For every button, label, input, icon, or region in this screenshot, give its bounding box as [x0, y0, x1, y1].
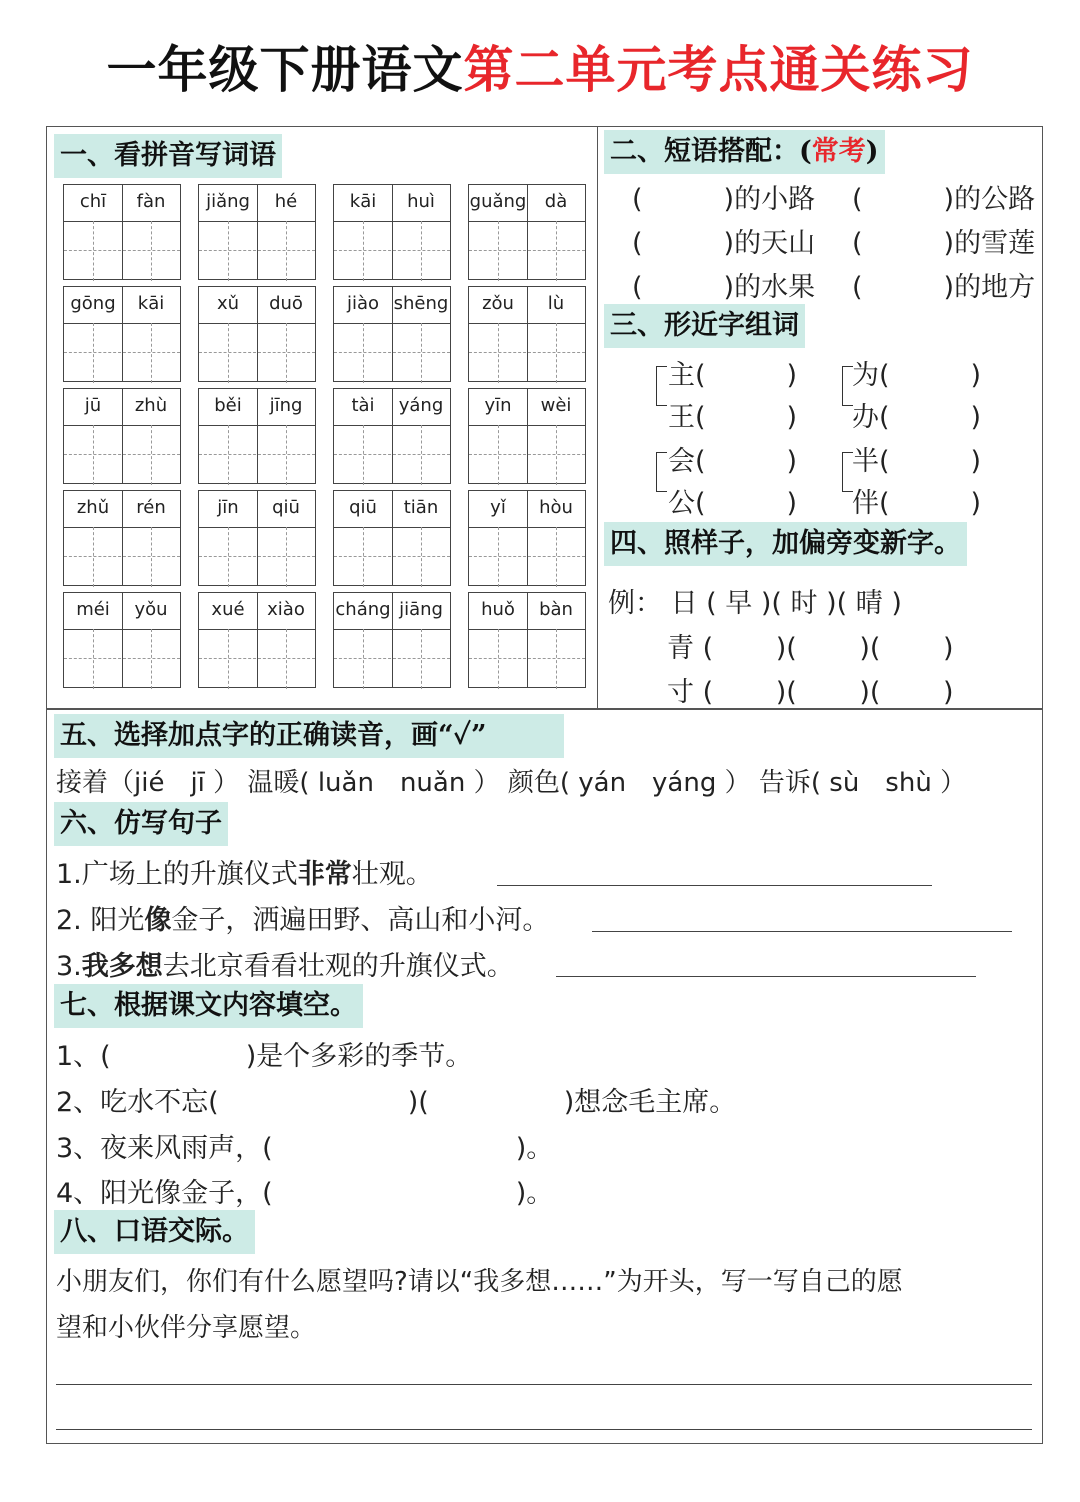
- pinyin-syllable: méi: [76, 599, 110, 620]
- column-divider: [597, 126, 598, 710]
- grid-line: [64, 425, 180, 426]
- pinyin-word-box: [333, 286, 451, 382]
- pinyin-syllable: běi: [214, 395, 242, 416]
- pinyin-syllable: huǒ: [481, 599, 515, 620]
- pinyin-syllable: xiào: [267, 599, 305, 620]
- grid-guide-line: [228, 527, 229, 587]
- imitate-sentence-2: [56, 898, 549, 937]
- group-bracket: [656, 366, 667, 406]
- imitate-sentence-1: [56, 852, 433, 891]
- pinyin-syllable: jiāng: [399, 599, 443, 620]
- grid-line: [64, 629, 180, 630]
- grid-line: [122, 185, 123, 279]
- grid-line: [469, 221, 585, 222]
- pinyin-word-box: [63, 490, 181, 586]
- grid-line: [257, 593, 258, 687]
- grid-line: [122, 287, 123, 381]
- pinyin-word-box: [198, 592, 316, 688]
- pinyin-word-box: [333, 388, 451, 484]
- grid-guide-line: [286, 629, 287, 689]
- grid-line: [334, 629, 450, 630]
- grid-guide-line: [64, 556, 180, 557]
- pronunciation-choices: 接着（jié jī ） 温暖( luǎn nuǎn ） 颜色( yán yáng ） 告诉( sù shù ）: [56, 768, 967, 798]
- grid-guide-line: [469, 556, 585, 557]
- grid-guide-line: [151, 629, 152, 689]
- pinyin-word-box: [198, 286, 316, 382]
- section2-header-tag: 常考: [811, 136, 866, 167]
- similar-char-item: 办( ): [852, 402, 982, 433]
- grid-guide-line: [199, 658, 315, 659]
- similar-char-item: 王( ): [668, 402, 798, 433]
- section8-header: 八、口语交际。: [54, 1210, 255, 1254]
- pinyin-syllable: jū: [84, 395, 102, 416]
- grid-line: [392, 185, 393, 279]
- pinyin-syllable: hòu: [539, 497, 573, 518]
- radical-item: 青 ( )( )( ): [667, 633, 954, 664]
- page-title: [0, 30, 1080, 102]
- grid-guide-line: [334, 658, 450, 659]
- pinyin-syllable: jiǎng: [206, 191, 250, 212]
- grid-line: [334, 425, 450, 426]
- pinyin-word-box: [468, 592, 586, 688]
- grid-line: [122, 593, 123, 687]
- sentence-text: 2. 阳光: [56, 905, 145, 936]
- grid-line: [257, 491, 258, 585]
- imitate-sentence-3: [56, 944, 514, 983]
- grid-guide-line: [556, 323, 557, 383]
- pinyin-syllable: zǒu: [482, 293, 514, 314]
- pinyin-syllable: chī: [79, 191, 107, 212]
- grid-line: [469, 629, 585, 630]
- grid-guide-line: [469, 454, 585, 455]
- section2-header: [604, 130, 885, 174]
- grid-guide-line: [498, 221, 499, 281]
- pinyin-syllable: tiān: [403, 497, 439, 518]
- section2-header-text: 二、短语搭配：(: [610, 136, 812, 167]
- pinyin-syllable: rén: [136, 497, 166, 518]
- grid-guide-line: [421, 629, 422, 689]
- grid-line: [199, 425, 315, 426]
- grid-guide-line: [498, 323, 499, 383]
- pinyin-syllable: bàn: [539, 599, 573, 620]
- answer-line: [497, 885, 932, 886]
- grid-guide-line: [556, 425, 557, 485]
- writing-line: [56, 1384, 1032, 1385]
- grid-guide-line: [421, 323, 422, 383]
- grid-guide-line: [334, 556, 450, 557]
- pinyin-syllable: hé: [274, 191, 298, 212]
- pinyin-word-box: [468, 388, 586, 484]
- grid-guide-line: [93, 629, 94, 689]
- fill-blank-item: 3、夜来风雨声，( )。: [56, 1133, 554, 1164]
- pinyin-syllable: jīn: [217, 497, 239, 518]
- pinyin-syllable: gōng: [70, 293, 116, 314]
- phrase-item: ( )的地方: [852, 272, 1036, 303]
- pinyin-syllable: zhǔ: [76, 497, 110, 518]
- similar-char-item: 半( ): [852, 446, 982, 477]
- grid-guide-line: [228, 221, 229, 281]
- grid-guide-line: [334, 352, 450, 353]
- grid-guide-line: [286, 425, 287, 485]
- grid-guide-line: [286, 323, 287, 383]
- grid-guide-line: [151, 425, 152, 485]
- pinyin-syllable: lù: [547, 293, 565, 314]
- grid-guide-line: [469, 658, 585, 659]
- grid-line: [334, 323, 450, 324]
- answer-line: [592, 931, 1012, 932]
- similar-char-item: 会( ): [668, 446, 798, 477]
- sentence-text: 金子，洒遍田野、高山和小河。: [171, 905, 550, 936]
- pinyin-syllable: huì: [407, 191, 435, 212]
- pinyin-word-box: [468, 490, 586, 586]
- speaking-prompt-line1: 小朋友们，你们有什么愿望吗?请以“我多想……”为开头，写一写自己的愿: [56, 1267, 903, 1297]
- grid-guide-line: [363, 425, 364, 485]
- grid-guide-line: [93, 221, 94, 281]
- pinyin-syllable: jiào: [346, 293, 380, 314]
- grid-guide-line: [556, 629, 557, 689]
- pinyin-syllable: tài: [351, 395, 375, 416]
- grid-guide-line: [64, 454, 180, 455]
- grid-guide-line: [556, 221, 557, 281]
- grid-guide-line: [199, 352, 315, 353]
- grid-line: [469, 527, 585, 528]
- pinyin-syllable: xué: [211, 599, 245, 620]
- title-highlight: 第二单元考点通关练习: [463, 40, 974, 99]
- pinyin-syllable: fàn: [136, 191, 166, 212]
- grid-line: [392, 593, 393, 687]
- grid-line: [199, 527, 315, 528]
- pinyin-word-box: [63, 592, 181, 688]
- grid-guide-line: [421, 527, 422, 587]
- grid-guide-line: [286, 527, 287, 587]
- section3-header: 三、形近字组词: [604, 304, 805, 348]
- grid-line: [334, 527, 450, 528]
- sentence-key: 非常: [297, 859, 352, 890]
- pinyin-word-box: [63, 388, 181, 484]
- grid-guide-line: [64, 352, 180, 353]
- grid-line: [257, 287, 258, 381]
- grid-guide-line: [469, 352, 585, 353]
- grid-guide-line: [286, 221, 287, 281]
- pinyin-syllable: guǎng: [469, 191, 527, 212]
- pinyin-syllable: yǒu: [134, 599, 168, 620]
- section7-header: 七、根据课文内容填空。: [54, 984, 363, 1028]
- grid-line: [527, 593, 528, 687]
- similar-char-item: 公( ): [668, 488, 798, 519]
- grid-guide-line: [363, 527, 364, 587]
- grid-line: [64, 527, 180, 528]
- title-main: 一年级下册语文: [106, 40, 464, 99]
- pinyin-word-box: [63, 184, 181, 280]
- grid-guide-line: [228, 425, 229, 485]
- section4-header: 四、照样子，加偏旁变新字。: [604, 522, 967, 566]
- grid-guide-line: [498, 425, 499, 485]
- grid-line: [199, 221, 315, 222]
- section1-header: 一、看拼音写词语: [54, 134, 282, 178]
- grid-guide-line: [199, 250, 315, 251]
- pinyin-word-box: [468, 184, 586, 280]
- group-bracket: [656, 452, 667, 492]
- pinyin-syllable: wèi: [540, 395, 572, 416]
- pinyin-word-box: [333, 592, 451, 688]
- grid-line: [199, 323, 315, 324]
- pinyin-syllable: duō: [269, 293, 303, 314]
- similar-char-item: 为( ): [852, 360, 982, 391]
- similar-char-item: 伴( ): [852, 488, 982, 519]
- pinyin-word-box: [468, 286, 586, 382]
- pinyin-syllable: kāi: [137, 293, 165, 314]
- phrase-item: ( )的公路: [852, 184, 1036, 215]
- pinyin-syllable: qiū: [349, 497, 377, 518]
- grid-guide-line: [151, 221, 152, 281]
- grid-line: [122, 491, 123, 585]
- phrase-item: ( )的水果: [632, 272, 816, 303]
- speaking-prompt-line2: 望和小伙伴分享愿望。: [56, 1313, 317, 1343]
- grid-line: [257, 389, 258, 483]
- grid-line: [199, 629, 315, 630]
- grid-guide-line: [469, 250, 585, 251]
- pinyin-word-box: [333, 490, 451, 586]
- radical-item: 寸 ( )( )( ): [667, 677, 954, 708]
- sentence-key: 我多想: [81, 951, 163, 982]
- pinyin-syllable: zhù: [134, 395, 168, 416]
- grid-guide-line: [498, 629, 499, 689]
- grid-line: [392, 389, 393, 483]
- pinyin-syllable: jīng: [269, 395, 303, 416]
- grid-guide-line: [363, 323, 364, 383]
- pinyin-syllable: dà: [544, 191, 568, 212]
- pinyin-syllable: qiū: [272, 497, 300, 518]
- pinyin-word-box: [63, 286, 181, 382]
- grid-line: [527, 491, 528, 585]
- grid-guide-line: [334, 454, 450, 455]
- grid-guide-line: [64, 250, 180, 251]
- sentence-text: 1.广场上的升旗仪式: [56, 859, 298, 890]
- section5-header: 五、选择加点字的正确读音，画“✓”: [54, 714, 564, 758]
- fill-blank-item: 1、( )是个多彩的季节。: [56, 1041, 473, 1072]
- grid-guide-line: [64, 658, 180, 659]
- fill-blank-item: 2、吃水不忘( )( )想念毛主席。: [56, 1087, 737, 1118]
- similar-char-item: 主( ): [668, 360, 798, 391]
- grid-guide-line: [421, 425, 422, 485]
- grid-guide-line: [363, 629, 364, 689]
- grid-guide-line: [228, 323, 229, 383]
- grid-guide-line: [151, 527, 152, 587]
- grid-line: [64, 221, 180, 222]
- grid-line: [334, 221, 450, 222]
- grid-guide-line: [363, 221, 364, 281]
- phrase-item: ( )的天山: [632, 228, 816, 259]
- pinyin-syllable: yǐ: [490, 497, 506, 518]
- grid-line: [527, 185, 528, 279]
- grid-guide-line: [199, 556, 315, 557]
- pinyin-word-box: [333, 184, 451, 280]
- grid-guide-line: [421, 221, 422, 281]
- grid-line: [122, 389, 123, 483]
- grid-guide-line: [199, 454, 315, 455]
- pinyin-syllable: xǔ: [216, 293, 240, 314]
- grid-line: [392, 491, 393, 585]
- pinyin-word-box: [198, 184, 316, 280]
- section2-header-end: ): [865, 136, 879, 167]
- sentence-text: 壮观。: [351, 859, 433, 890]
- grid-line: [527, 389, 528, 483]
- fill-blank-item: 4、阳光像金子，( )。: [56, 1178, 554, 1209]
- pinyin-word-box: [198, 388, 316, 484]
- answer-line: [556, 976, 976, 977]
- pinyin-syllable: shēng: [393, 293, 449, 314]
- grid-guide-line: [334, 250, 450, 251]
- sentence-key: 像: [144, 905, 172, 936]
- pinyin-word-box: [198, 490, 316, 586]
- grid-line: [469, 425, 585, 426]
- grid-guide-line: [93, 323, 94, 383]
- grid-guide-line: [93, 527, 94, 587]
- phrase-item: ( )的小路: [632, 184, 816, 215]
- grid-line: [527, 287, 528, 381]
- grid-line: [257, 185, 258, 279]
- radical-example: 例： 日 ( 早 )( 时 )( 晴 ): [608, 588, 902, 619]
- grid-line: [392, 287, 393, 381]
- pinyin-syllable: yīn: [484, 395, 512, 416]
- pinyin-syllable: kāi: [349, 191, 377, 212]
- grid-line: [469, 323, 585, 324]
- sentence-text: 3.: [56, 951, 82, 982]
- grid-guide-line: [556, 527, 557, 587]
- pinyin-syllable: yáng: [398, 395, 444, 416]
- grid-line: [64, 323, 180, 324]
- sentence-text: 去北京看看壮观的升旗仪式。: [162, 951, 514, 982]
- pinyin-syllable: cháng: [335, 599, 391, 620]
- writing-line: [56, 1429, 1032, 1430]
- grid-guide-line: [151, 323, 152, 383]
- grid-guide-line: [498, 527, 499, 587]
- phrase-item: ( )的雪莲: [852, 228, 1036, 259]
- grid-guide-line: [93, 425, 94, 485]
- section6-header: 六、仿写句子: [54, 802, 228, 846]
- grid-guide-line: [228, 629, 229, 689]
